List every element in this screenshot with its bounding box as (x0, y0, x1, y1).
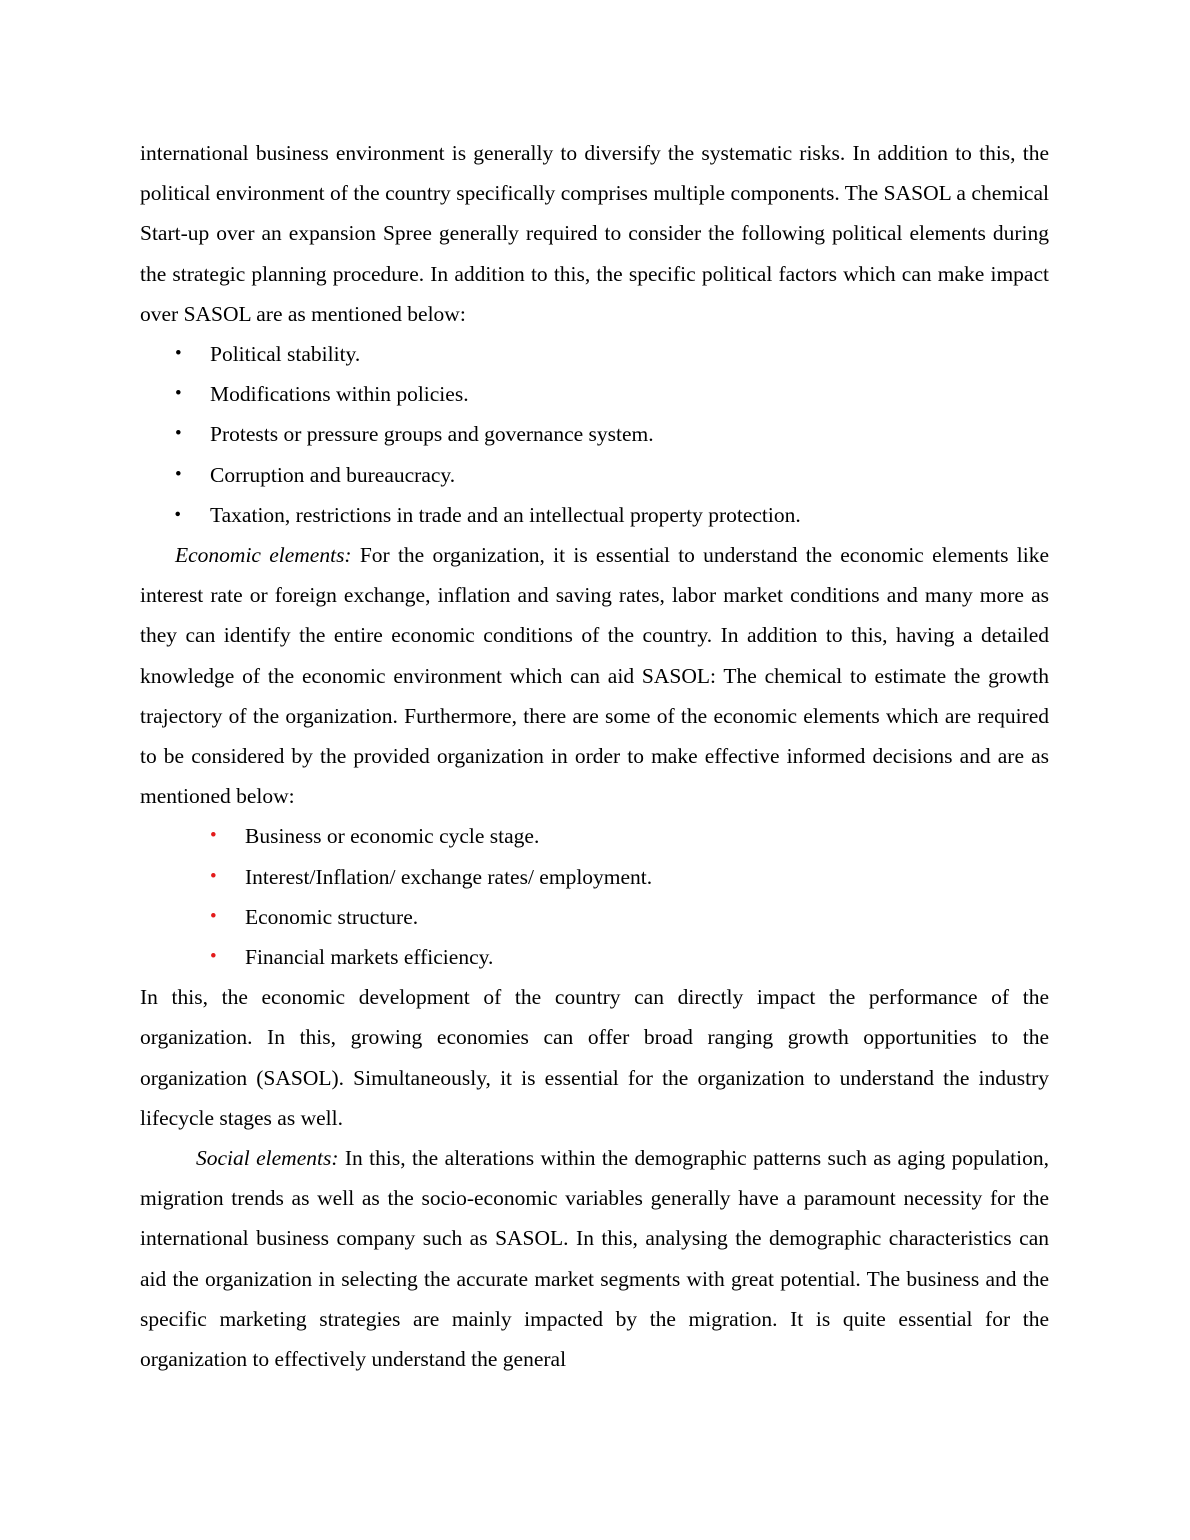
list-item: • Business or economic cycle stage. (140, 816, 1049, 856)
economic-development-paragraph: In this, the economic development of the country can directly impact the performance of the organization. In this, growing economies can offer broad ranging growth opportunities to the organization (SASOL). Simultaneously, it is essential for the organization to understand the industry lifecycle stages as well. (140, 985, 1049, 1130)
bullet-icon: • (175, 423, 182, 445)
economic-elements-heading: Economic elements: (175, 543, 352, 568)
list-item: • Financial markets efficiency. (140, 937, 1049, 977)
bullet-icon: • (175, 463, 182, 485)
bullet-icon: • (210, 865, 217, 887)
economic-elements-paragraph: Economic elements: For the organization, it is essential to understand the economic elements like interest rate or foreign exchange, inflation and saving rates, labor market conditions and many more as they can identify the entire economic conditions of the country. In addition to this, having a detailed knowledge of the economic environment which can aid SASOL: The chemical to estimate the growth trajectory of the organization. Furthermore, there are some of the economic elements which are required to be considered by the provided organization in order to make effective informed decisions and are as mentioned below: (140, 543, 1049, 809)
list-item: • Modifications within policies. (140, 374, 1049, 414)
list-item: • Corruption and bureaucracy. (140, 455, 1049, 495)
list-item: • Political stability. (140, 334, 1049, 374)
bullet-icon: • (210, 905, 217, 927)
bullet-icon: • (170, 503, 186, 526)
list-item: • Taxation, restrictions in trade and an intellectual property protection. (140, 495, 1049, 535)
intro-paragraph: international business environment is generally to diversify the systematic risks. In addition to this, the political environment of the country specifically comprises multiple components. The SASOL a chemical Start-up over an expansion Spree generally required to consider the following political elements during the strategic planning procedure. In addition to this, the specific political factors which can make impact over SASOL are as mentioned below: (140, 141, 1049, 326)
list-item: • Economic structure. (140, 897, 1049, 937)
bullet-icon: • (175, 343, 182, 365)
social-elements-paragraph: Social elements: In this, the alterations within the demographic patterns such as aging population, migration trends as well as the socio-economic variables generally have a paramount necessity for the international business company such as SASOL. In this, analysing the demographic characteristics can aid the organization in selecting the accurate market segments with great potential. The business and the specific marketing strategies are mainly impacted by the migration. It is quite essential for the organization to effectively understand the general (140, 1146, 1050, 1372)
economic-factors-list (140, 816, 1049, 977)
list-item: • Interest/Inflation/ exchange rates/ employment. (140, 857, 1049, 897)
political-factors-list (140, 334, 1049, 535)
bullet-icon: • (210, 825, 217, 847)
bullet-icon: • (175, 383, 182, 405)
document-body (140, 133, 1049, 1379)
list-item: • Protests or pressure groups and governance system. (140, 414, 1049, 454)
bullet-icon: • (210, 946, 217, 968)
social-elements-heading: Social elements: (196, 1146, 339, 1171)
